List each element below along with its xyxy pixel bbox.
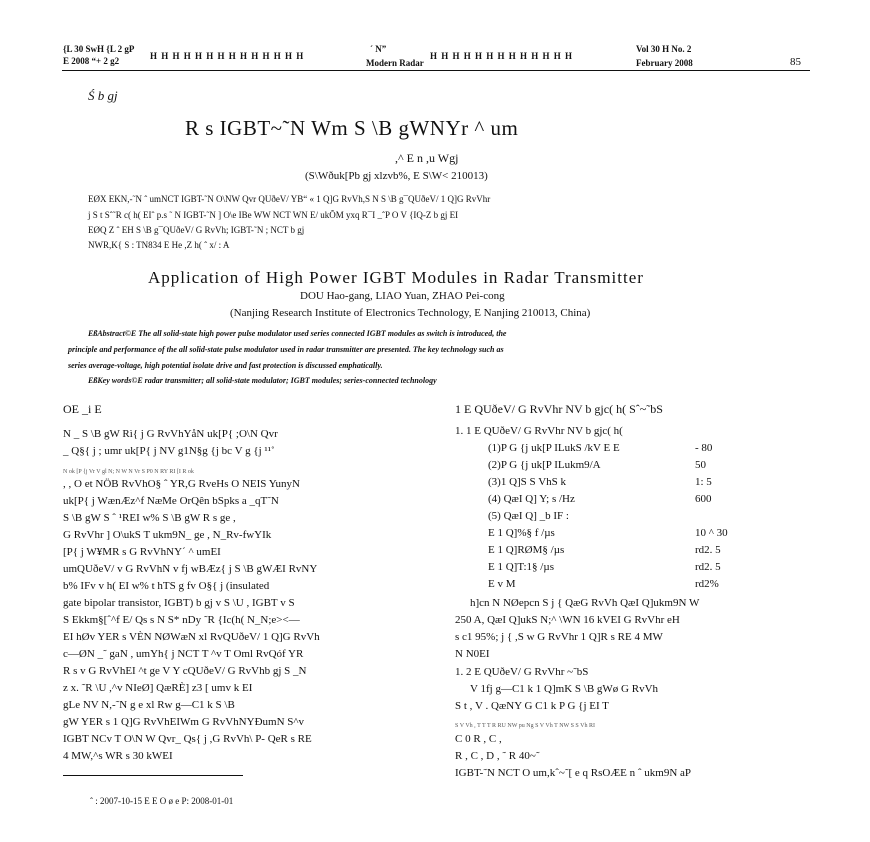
body-line: N N0EI — [455, 648, 490, 660]
abstract-cn-line: j S t Sˆ˜R c( h( EIˆ p.s ˜ N IGBT-˜N ] O\e IBe WW NCT WN E/ ukÕM yxq R¯I _ˆP O V {IQ-Z b gj EI — [88, 210, 459, 220]
footnote: ˆ : 2007-10-15 E E O ø e P: 2008-01-01 — [90, 796, 234, 806]
header-spacer-left: H H H H H H H H H H H H H H — [150, 51, 305, 61]
authors-cn: ,^ E n ,u Wgj — [395, 151, 459, 165]
body-line: 250 A, QæI Q]ukS N;^ \WN 16 kVEI G RvVhr eH — [455, 614, 680, 626]
body-line: gLe NV N,-˜N g e xl Rw g—C1 k S \B — [63, 699, 235, 711]
body-line: N _ S \B gW Rì{ j G RvVhYåN uk[P{ ;O\N Qvr — [63, 428, 278, 440]
authors-en: DOU Hao-gang, LIAO Yuan, ZHAO Pei-cong — [300, 290, 505, 302]
header-journal-name: Modern Radar — [366, 58, 424, 68]
footnote-rule — [63, 775, 243, 776]
body-line: C 0 R , C , — [455, 733, 502, 745]
body-line: 4 MW,^s WR s 30 kWEI — [63, 750, 173, 762]
affiliation-cn: (S\Wðuk[Pb gj xlzvb%, E S\W< 210013) — [305, 170, 488, 182]
header-date-cn: E 2008 “+ 2 g2 — [63, 56, 120, 66]
body-line: c—ØN _˜ gaN , umYh{ j NCT T ^v T Oml RvQóf YR — [63, 648, 304, 660]
body-line: h]cn N NØepcn S j { QæG RvVh QæI Q]ukm9N W — [470, 597, 700, 609]
spec-label: (5) QæI Q] _b IF : — [488, 510, 569, 522]
abstract-en-line: series average-voltage, high potential isolate drive and fast protection is discussed emphatically. — [68, 361, 383, 370]
spec-value: 50 — [695, 459, 706, 471]
body-line: R s v G RvVhEI ^t ge V Y cQUðeV/ G RvVhb gj S _N — [63, 665, 307, 677]
spec-value: rd2. 5 — [695, 561, 721, 573]
spec-value: - 80 — [695, 442, 713, 454]
body-line: V 1fj g—C1 k 1 Q]mK S \B gWø G RvVh — [470, 683, 659, 695]
spec-label: E 1 Q]%§ f /µs — [488, 527, 555, 539]
right-section-heading: 1 E QUðeV/ G RvVhr NV b gjc( h( Sˆ~˜bS — [455, 402, 663, 416]
body-line: S \B gW S ˆ ¹REI w% S \B gW R s ge , — [63, 512, 236, 524]
header-spacer-right: H H H H H H H H H H H H H — [430, 51, 574, 61]
spec-value: rd2% — [695, 578, 719, 590]
abstract-cn-classification: NWR,K{ S : TN834 E He ,Z h( ˆ x/ : A — [88, 240, 230, 250]
abstract-en-keywords: EßKey words©E radar transmitter; all solid-state modulator; IGBT modules; series-connected technology — [88, 376, 437, 385]
title-en: Application of High Power IGBT Modules in Radar Transmitter — [148, 268, 644, 287]
body-line: , , O et NÖB RvVhO§ ˆ YR,G RveHs O NEIS YunyN — [63, 478, 300, 490]
body-line: s c1 95%; j { ,S w G RvVhr 1 Q]R s RE 4 MW — [455, 631, 663, 643]
spec-label: E 1 Q]RØM§ /µs — [488, 544, 565, 556]
body-line: S Ekkm§[ˆ^f E/ Qs s N S* nDy ˜R {Ic(h( N_N;e><— — [63, 614, 300, 626]
body-line: [P{ j W¥MR s G RvVhNY´ ^ umEI — [63, 546, 221, 558]
body-line: EI hØv YER s VÈN NØWæN xl RvQUðeV/ 1 Q]G RvVh — [63, 631, 320, 643]
header-volume-cn: {L 30 SwH {L 2 gP — [63, 44, 135, 54]
page-number: 85 — [790, 56, 801, 68]
abstract-en-line: EßAbstract©E The all solid-state high power pulse modulator used series connected IGBT modules as switch is introduced, the — [88, 329, 507, 338]
body-line: gW YER s 1 Q]G RvVhEIWm G RvVhNYÐumN S^v — [63, 716, 305, 728]
spec-label: (3)1 Q]S S VhS k — [488, 476, 567, 488]
body-line: umQUðeV/ v G RvVhN v fj wBÆz{ j S \B gWÆI RvNY — [63, 563, 318, 575]
body-line-faint: N ok [P {j Vr V gl N; N W N Vr S P0 N RY RI [I R ok — [63, 469, 194, 475]
spec-value: 1: 5 — [695, 476, 712, 488]
body-line: b% IFv v h( EI w% t hTS g fv O§{ j (insulated — [63, 580, 270, 592]
subsection-heading: 1. 2 E QUðeV/ G RvVhr ~˜bS — [455, 666, 589, 678]
column-tag: Ś b gj — [88, 88, 118, 103]
body-line: uk[P{ j WænÆz^f NæMe OrQên bSpks a _qT˜N — [63, 495, 279, 507]
header-date-en: February 2008 — [636, 58, 693, 68]
header-journal-symbol: ´ N” — [370, 44, 387, 54]
spec-value: 10 ^ 30 — [695, 527, 728, 539]
affiliation-en: (Nanjing Research Institute of Electronics Technology, E Nanjing 210013, China) — [230, 307, 591, 319]
body-line: S t , V . QæNY G C1 k P G {j EI T — [455, 700, 609, 712]
abstract-en-line: principle and performance of the all solid-state pulse modulator used in radar transmitter are presented. The key technology such as — [68, 345, 504, 354]
body-line: R , C , D , ˜ R 40~˜ — [455, 750, 540, 762]
header-volume-en: Vol 30 H No. 2 — [636, 44, 692, 54]
spec-label: (1)P G {j uk[P ILukS /kV E E — [488, 442, 620, 454]
spec-label: E 1 Q]T:1§ /µs — [488, 561, 554, 573]
abstract-cn-keywords: EØQ Z ˆ EH S \B g¯QUðeV/ G RvVh; IGBT-˜N ; NCT b gj — [88, 225, 305, 235]
body-line: _ Q§{ j ; umr uk[P{ j NV g1N§g {j bc V g {j ¹¹˚ — [63, 445, 275, 457]
abstract-cn-line: EØX EKN,-˜N ˆ umNCT IGBT-˜N O\NW Qvr QUðeV/ YB“ « 1 Q]G RvVh,S N S \B g¯QUðeV/ 1 Q]G RvVhr — [88, 194, 491, 204]
body-line: gate bipolar transistor, IGBT) b gj v S \U , IGBT v S — [63, 597, 295, 609]
left-section-heading: OE _i E — [63, 402, 102, 416]
body-line: IGBT NCv T O\N W Qvr_ Qs{ j ,G RvVh\ P- QeR s RE — [63, 733, 312, 745]
spec-label: (4) QæI Q] Y; s /Hz — [488, 493, 575, 505]
spec-value: 600 — [695, 493, 712, 505]
spec-label: (2)P G {j uk[P ILukm9/A — [488, 459, 601, 471]
body-line: z x. ˜R \U ,^v NIeØ] QæRÈ] z3 [ umv k EI — [63, 682, 253, 694]
body-line: IGBT-˜N NCT O um,kˆ~˜[ e q RsOÆE n ˆ ukm9N aP — [455, 767, 692, 779]
body-line: G RvVhr ] O\ukS T ukm9N_ ge , N_Rv-fwYIk — [63, 529, 272, 541]
spec-value: rd2. 5 — [695, 544, 721, 556]
body-line-faint: S V Vh , T T T R RU NW pu Ng S V Vh T NW S S Vh RI — [455, 723, 595, 729]
header-rule — [62, 70, 810, 71]
title-cn: R s IGBT~˜N Wm S \B gWNYr ^ um — [185, 116, 519, 140]
subsection-heading: 1. 1 E QUðeV/ G RvVhr NV b gjc( h( — [455, 425, 623, 437]
spec-label: E v M — [488, 578, 516, 590]
